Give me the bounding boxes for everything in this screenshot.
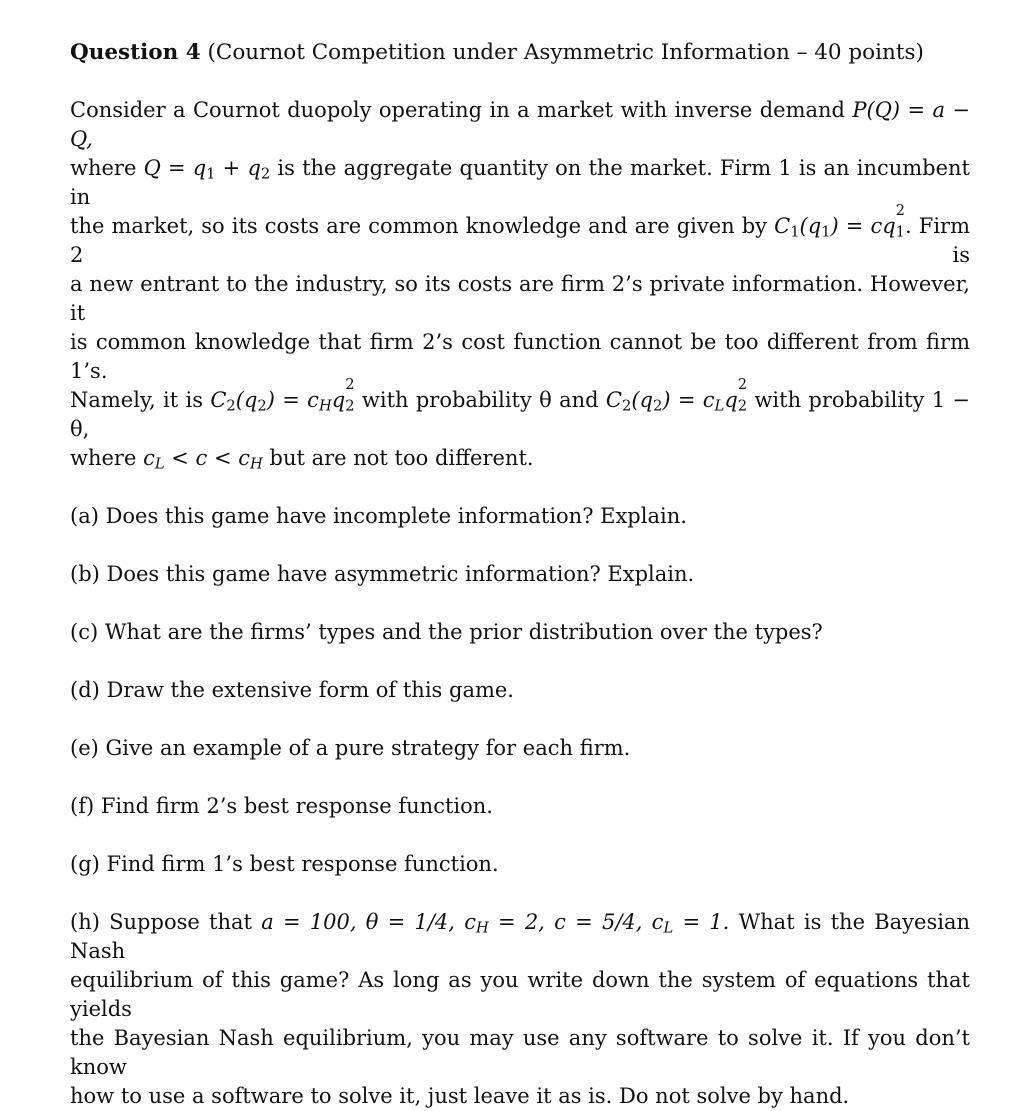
intro-paragraph <box>70 96 970 473</box>
part-h-line-1 <box>70 908 970 966</box>
cost-formula: (q <box>799 214 822 238</box>
intro-line-5: is common knowledge that firm 2’s cost function cannot be too different from firm 1’s. <box>70 330 970 383</box>
part-g: (g) Find firm 1’s best response function. <box>70 852 499 876</box>
cost-formula: (q <box>631 388 653 412</box>
intro-text: with probability 1 − θ, <box>70 388 970 441</box>
part-a: (a) Does this game have incomplete information? Explain. <box>70 504 687 528</box>
part-b: (b) Does this game have asymmetric information? Explain. <box>70 562 695 586</box>
subscript: 1 <box>790 223 800 241</box>
part-h <box>70 908 970 1111</box>
cost-formula: < c < c <box>164 446 251 470</box>
part-h-line-2: equilibrium of this game? As long as you write down the system of equations that yields <box>70 968 970 1021</box>
intro-text: but are not too different. <box>262 446 534 470</box>
cost-formula: q <box>331 388 346 412</box>
sup-sub: 2 $_2$ <box>345 376 355 415</box>
question-document <box>70 38 970 1111</box>
demand-formula: P(Q) = a − Q, <box>70 98 970 151</box>
intro-text: where <box>70 446 144 470</box>
intro-text: . Firm 2 is <box>70 214 971 267</box>
subscript: 2 <box>257 397 267 415</box>
subscript: 2 <box>260 165 271 183</box>
cost-formula: ) = cq <box>830 214 896 238</box>
cost-formula: C <box>210 388 227 412</box>
subscript: 2 <box>345 397 355 415</box>
quantity-formula: + q <box>215 156 261 180</box>
sup-sub: 2 $_1$ <box>895 202 906 241</box>
intro-text: with probability θ and <box>354 388 606 412</box>
subscript: H <box>475 919 489 937</box>
intro-text: is the aggregate quantity on the market. Firm 1 is an incumbent in <box>70 156 971 209</box>
parameter-values: a = 100, θ = 1/4, c <box>261 910 476 934</box>
cost-formula: C <box>774 214 791 238</box>
subscript: 1 <box>821 223 831 241</box>
subscript: 2 <box>622 397 632 415</box>
part-f: (f) Find firm 2’s best response function. <box>70 794 493 818</box>
part-h-line-3: the Bayesian Nash equilibrium, you may use any software to solve it. If you don’t know <box>70 1026 970 1079</box>
intro-line-7 <box>70 444 970 473</box>
subscript: L <box>154 455 165 473</box>
quantity-formula: Q = q <box>143 156 207 180</box>
intro-line-4: a new entrant to the industry, so its costs are firm 2’s private information. However, it <box>70 272 970 325</box>
cost-formula: ) = c <box>662 388 715 412</box>
intro-line-2 <box>70 154 970 212</box>
part-h-text: (h) Suppose that <box>70 910 262 934</box>
parameter-values: = 2, c = 5/4, c <box>488 910 664 934</box>
subscript: 2 <box>737 397 748 415</box>
cost-formula: c <box>143 446 155 470</box>
subscript: H <box>250 455 263 473</box>
cost-formula: ) = c <box>266 388 319 412</box>
subscript: H <box>318 397 332 415</box>
subscript: L <box>714 397 725 415</box>
part-d: (d) Draw the extensive form of this game. <box>70 678 514 702</box>
subscript: 1 <box>895 223 906 241</box>
subscript: 2 <box>653 397 663 415</box>
question-subtitle: (Cournot Competition under Asymmetric Information – 40 points) <box>207 40 924 65</box>
intro-line-3 <box>70 202 971 270</box>
part-h-text: What is the Bayesian Nash <box>70 910 971 963</box>
subscript: L <box>663 919 674 937</box>
subscript: 2 <box>226 397 236 415</box>
cost-formula: C <box>605 388 622 412</box>
cost-formula: (q <box>235 388 258 412</box>
intro-line-6 <box>70 376 970 444</box>
part-e: (e) Give an example of a pure strategy for each firm. <box>70 736 631 760</box>
intro-line-1 <box>70 96 970 154</box>
sup-sub: 2 $_2$ <box>737 376 748 415</box>
question-title <box>70 38 970 68</box>
intro-text: the market, so its costs are common knowledge and are given by <box>70 214 775 238</box>
intro-text: where <box>70 156 144 180</box>
subscript: 1 <box>206 165 216 183</box>
question-label: Question 4 <box>70 40 201 65</box>
intro-text: Namely, it is <box>70 388 211 412</box>
intro-text: Consider a Cournot duopoly operating in a market with inverse demand <box>70 98 853 122</box>
cost-formula: q <box>724 388 738 412</box>
parameter-values: = 1. <box>673 910 730 934</box>
part-c: (c) What are the firms’ types and the prior distribution over the types? <box>70 620 823 644</box>
part-h-line-4: how to use a software to solve it, just leave it as is. Do not solve by hand. <box>70 1084 850 1108</box>
